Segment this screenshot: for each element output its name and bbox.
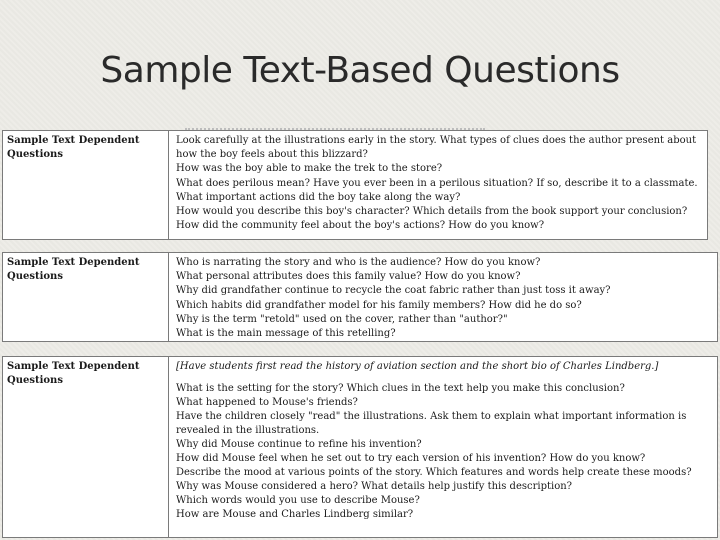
questions-cell bbox=[169, 253, 717, 341]
question-line: How was the boy able to make the trek to the store? bbox=[176, 163, 443, 175]
question-line: How did Mouse feel when he set out to try each version of his invention? How do you know? bbox=[176, 453, 646, 464]
question-line: revealed in the illustrations. bbox=[176, 425, 320, 436]
question-line: Why is the term "retold" used on the cover, rather than "author?" bbox=[176, 313, 508, 325]
table-label-cell: Sample Text Dependent Questions bbox=[3, 253, 169, 341]
questions-cell bbox=[169, 131, 707, 239]
question-line: Which words would you use to describe Mouse? bbox=[176, 495, 420, 506]
question-line: What important actions did the boy take along the way? bbox=[176, 191, 461, 203]
question-line: What is the setting for the story? Which clues in the text help you make this conclusion? bbox=[176, 383, 625, 394]
question-line: Who is narrating the story and who is the audience? How do you know? bbox=[176, 257, 541, 268]
slide-title: Sample Text-Based Questions bbox=[100, 50, 620, 91]
question-table-3 bbox=[2, 356, 718, 538]
question-line: How are Mouse and Charles Lindberg similar? bbox=[176, 509, 414, 520]
question-line: What does perilous mean? Have you ever been in a perilous situation? If so, describe it to a classmate. bbox=[176, 177, 698, 189]
table-label-cell: Sample Text Dependent Questions bbox=[3, 357, 169, 537]
question-line: Which habits did grandfather model for his family members? How did he do so? bbox=[176, 299, 582, 311]
question-line: Why did Mouse continue to refine his invention? bbox=[176, 439, 422, 450]
questions-cell bbox=[169, 357, 717, 537]
question-line: how the boy feels about this blizzard? bbox=[176, 149, 368, 161]
question-line: How did the community feel about the boy's actions? How do you know? bbox=[176, 220, 545, 232]
question-line: What is the main message of this retelling? bbox=[176, 328, 396, 340]
question-table-2 bbox=[2, 252, 718, 342]
question-line: Look carefully at the illustrations early in the story. What types of clues does the author present about bbox=[176, 135, 697, 146]
question-line: Have the children closely "read" the illustrations. Ask them to explain what important information is bbox=[176, 411, 687, 422]
question-line: Describe the mood at various points of the story. Which features and words help create these moods? bbox=[176, 467, 692, 478]
table-label-cell: Sample Text Dependent Questions bbox=[3, 131, 169, 239]
question-line: What happened to Mouse's friends? bbox=[176, 397, 358, 408]
question-line: What personal attributes does this family value? How do you know? bbox=[176, 271, 521, 283]
question-line: How would you describe this boy's character? Which details from the book support your conclusion? bbox=[176, 206, 688, 218]
question-table-1 bbox=[2, 130, 708, 240]
question-line: Why was Mouse considered a hero? What details help justify this description? bbox=[176, 481, 573, 492]
teacher-note: [Have students first read the history of aviation section and the short bio of Charles Lindberg.] bbox=[176, 361, 659, 372]
question-line: Why did grandfather continue to recycle the coat fabric rather than just toss it away? bbox=[176, 285, 611, 297]
